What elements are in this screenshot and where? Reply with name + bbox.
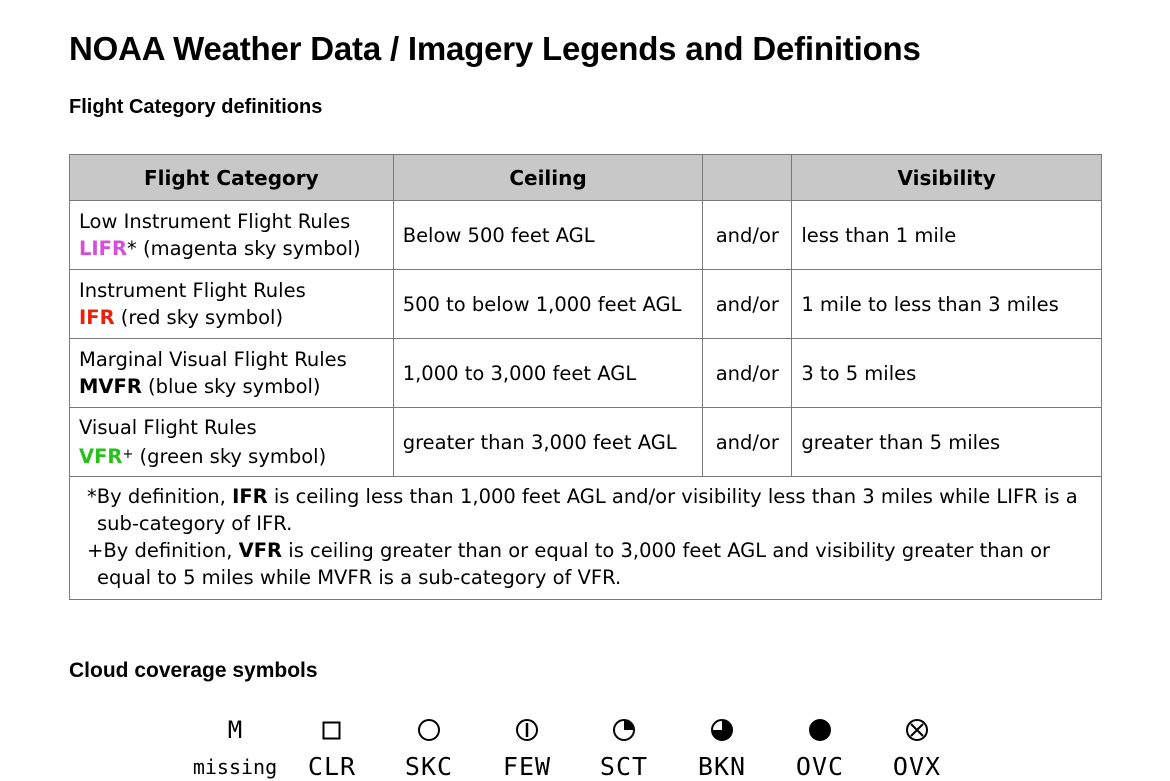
category-desc: (magenta sky symbol) <box>136 237 361 260</box>
cloud-symbol-missing <box>190 715 280 781</box>
circle-cross-icon <box>904 717 930 743</box>
table-row <box>70 270 1102 339</box>
cloud-symbol-skc <box>384 715 474 781</box>
cloud-symbol-ovc <box>775 715 865 781</box>
ceiling-cell: 500 to below 1,000 feet AGL <box>393 270 703 339</box>
header-flight-category: Flight Category <box>70 155 394 201</box>
circle-vertical-line-icon <box>514 717 540 743</box>
category-name: Marginal Visual Flight Rules <box>79 348 347 371</box>
conjunction-cell: and/or <box>703 270 792 339</box>
circle-three-quarter-filled-icon <box>709 717 735 743</box>
cloud-label: BKN <box>697 752 747 781</box>
visibility-cell: greater than 5 miles <box>792 408 1102 477</box>
table-row <box>70 339 1102 408</box>
notes-row <box>70 477 1102 600</box>
header-ceiling: Ceiling <box>393 155 703 201</box>
category-mark: + <box>122 447 134 462</box>
category-abbr: IFR <box>79 306 115 329</box>
category-cell <box>70 408 394 477</box>
flight-category-heading: Flight Category definitions <box>69 96 323 118</box>
cloud-coverage-heading: Cloud coverage symbols <box>69 659 318 682</box>
missing-letter: M <box>227 716 243 744</box>
category-cell <box>70 339 394 408</box>
ceiling-cell: Below 500 feet AGL <box>393 201 703 270</box>
ceiling-cell: greater than 3,000 feet AGL <box>393 408 703 477</box>
cloud-symbols-legend <box>0 715 1170 780</box>
category-abbr: VFR <box>79 445 123 468</box>
flight-category-table <box>69 154 1102 600</box>
table-row <box>70 201 1102 270</box>
category-desc: (green sky symbol) <box>133 445 327 468</box>
visibility-cell: less than 1 mile <box>792 201 1102 270</box>
empty-circle-icon <box>416 717 442 743</box>
cloud-label: OVC <box>795 752 845 781</box>
footnote-ifr: *By definition, IFR is ceiling less than 1,000 feet AGL and/or visibility less than 3 miles while LIFR is a sub-category of IFR. <box>87 485 1078 535</box>
category-name: Visual Flight Rules <box>79 416 257 439</box>
cloud-symbol-ovx <box>872 715 962 781</box>
visibility-cell: 3 to 5 miles <box>792 339 1102 408</box>
category-cell <box>70 270 394 339</box>
ceiling-cell: 1,000 to 3,000 feet AGL <box>393 339 703 408</box>
category-abbr: MVFR <box>79 375 142 398</box>
notes-cell <box>70 477 1102 600</box>
cloud-label: missing <box>192 755 278 779</box>
category-mark: * <box>127 237 137 260</box>
circle-quarter-filled-icon <box>611 717 637 743</box>
category-name: Instrument Flight Rules <box>79 279 306 302</box>
category-desc: (blue sky symbol) <box>141 375 321 398</box>
header-blank <box>703 155 792 201</box>
page-title: NOAA Weather Data / Imagery Legends and Definitions <box>69 30 921 67</box>
cloud-label: FEW <box>502 752 552 781</box>
cloud-label: SKC <box>404 752 454 781</box>
table-header-row <box>70 155 1102 201</box>
footnote-vfr: +By definition, VFR is ceiling greater than or equal to 3,000 feet AGL and visibility greater than or equal to 5 miles while MVFR is a sub-category of VFR. <box>87 539 1051 589</box>
cloud-symbol-sct <box>579 715 669 781</box>
square-icon <box>321 719 343 741</box>
cloud-symbol-bkn <box>677 715 767 781</box>
category-cell <box>70 201 394 270</box>
category-name: Low Instrument Flight Rules <box>79 210 351 233</box>
cloud-symbol-clr <box>287 715 377 781</box>
conjunction-cell: and/or <box>703 408 792 477</box>
category-desc: (red sky symbol) <box>114 306 284 329</box>
cloud-symbol-few <box>482 715 572 781</box>
table-row <box>70 408 1102 477</box>
cloud-label: SCT <box>599 752 649 781</box>
visibility-cell: 1 mile to less than 3 miles <box>792 270 1102 339</box>
cloud-label: CLR <box>307 752 357 781</box>
filled-circle-icon <box>807 717 833 743</box>
cloud-label: OVX <box>892 752 942 781</box>
conjunction-cell: and/or <box>703 339 792 408</box>
header-visibility: Visibility <box>792 155 1102 201</box>
conjunction-cell: and/or <box>703 201 792 270</box>
category-abbr: LIFR <box>79 237 128 260</box>
